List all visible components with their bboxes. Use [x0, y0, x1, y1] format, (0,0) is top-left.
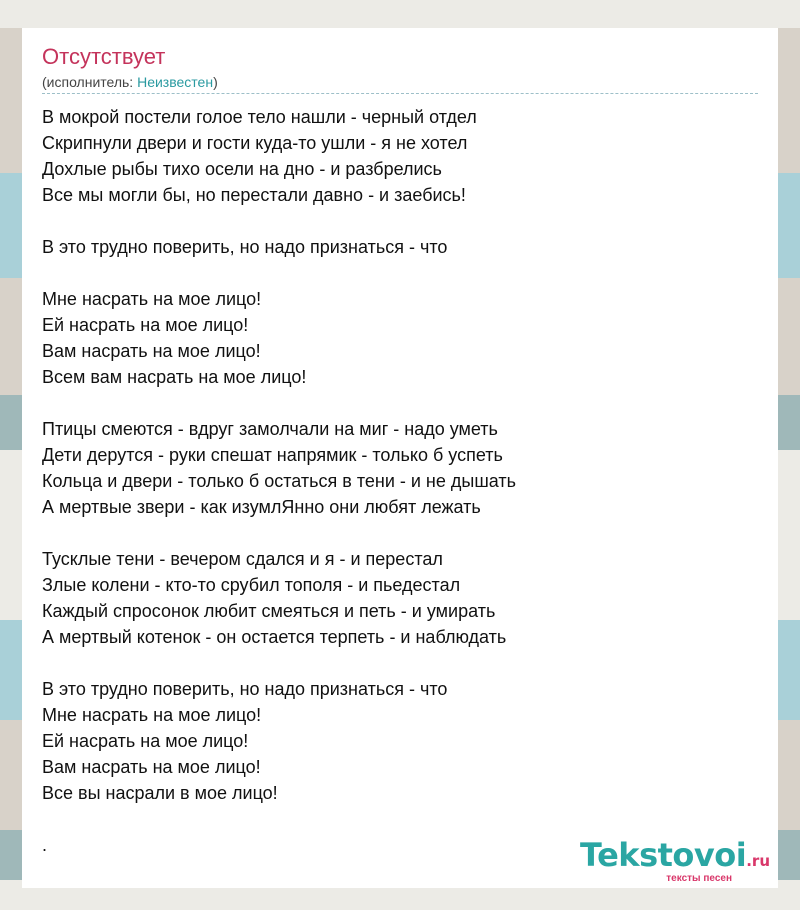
- lyric-line: Каждый спросонок любит смеяться и петь - и умирать: [42, 601, 496, 621]
- title-divider: [42, 93, 758, 94]
- lyric-line: Все мы могли бы, но перестали давно - и заебись!: [42, 185, 466, 205]
- lyric-line: А мертвый котенок - он остается терпеть - и наблюдать: [42, 627, 507, 647]
- lyric-line: Дети дерутся - руки спешат напрямик - только б успеть: [42, 445, 503, 465]
- artist-line: [42, 73, 218, 91]
- artist-suffix: ): [213, 74, 218, 90]
- lyric-line: Скрипнули двери и гости куда-то ушли - я не хотел: [42, 133, 468, 153]
- lyric-line: .: [42, 835, 48, 855]
- lyric-line: Вам насрать на мое лицо!: [42, 757, 261, 777]
- stanza-gap: [42, 520, 758, 546]
- lyric-line: Все вы насрали в мое лицо!: [42, 783, 278, 803]
- lyrics-text: [42, 104, 758, 858]
- lyric-line: А мертвые звери - как изумлЯнно они любят лежать: [42, 497, 481, 517]
- background-stripe: [0, 0, 800, 28]
- lyric-line: Ей насрать на мое лицо!: [42, 731, 249, 751]
- lyric-line: Дохлые рыбы тихо осели на дно - и разбрелись: [42, 159, 442, 179]
- lyric-line: Вам насрать на мое лицо!: [42, 341, 261, 361]
- lyric-line: Мне насрать на мое лицо!: [42, 705, 262, 725]
- lyric-line: Злые колени - кто-то срубил тополя - и пьедестал: [42, 575, 461, 595]
- lyric-line: В мокрой постели голое тело нашли - черный отдел: [42, 107, 477, 127]
- logo-wordmark: [580, 838, 770, 878]
- logo-name: Tekstovoi: [580, 836, 747, 874]
- stanza-gap: [42, 806, 758, 832]
- lyric-line: Тусклые тени - вечером сдался и я - и перестал: [42, 549, 443, 569]
- logo-tld: .ru: [746, 852, 770, 870]
- lyric-line: Ей насрать на мое лицо!: [42, 315, 249, 335]
- artist-prefix: (исполнитель:: [42, 74, 138, 90]
- stanza-gap: [42, 260, 758, 286]
- artist-link[interactable]: Неизвестен: [137, 74, 214, 90]
- lyric-line: Всем вам насрать на мое лицо!: [42, 367, 307, 387]
- lyric-line: Мне насрать на мое лицо!: [42, 289, 262, 309]
- site-logo[interactable]: [580, 838, 770, 884]
- lyrics-card: [22, 28, 778, 888]
- stanza-gap: [42, 208, 758, 234]
- stanza-gap: [42, 390, 758, 416]
- lyric-line: В это трудно поверить, но надо признаться - что: [42, 237, 448, 257]
- lyric-line: В это трудно поверить, но надо признаться - что: [42, 679, 448, 699]
- stanza-gap: [42, 650, 758, 676]
- logo-tagline: тексты песен: [666, 873, 732, 884]
- lyric-line: Птицы смеются - вдруг замолчали на миг - надо уметь: [42, 419, 498, 439]
- song-title: Отсутствует: [42, 44, 166, 69]
- lyric-line: Кольца и двери - только б остаться в тени - и не дышать: [42, 471, 517, 491]
